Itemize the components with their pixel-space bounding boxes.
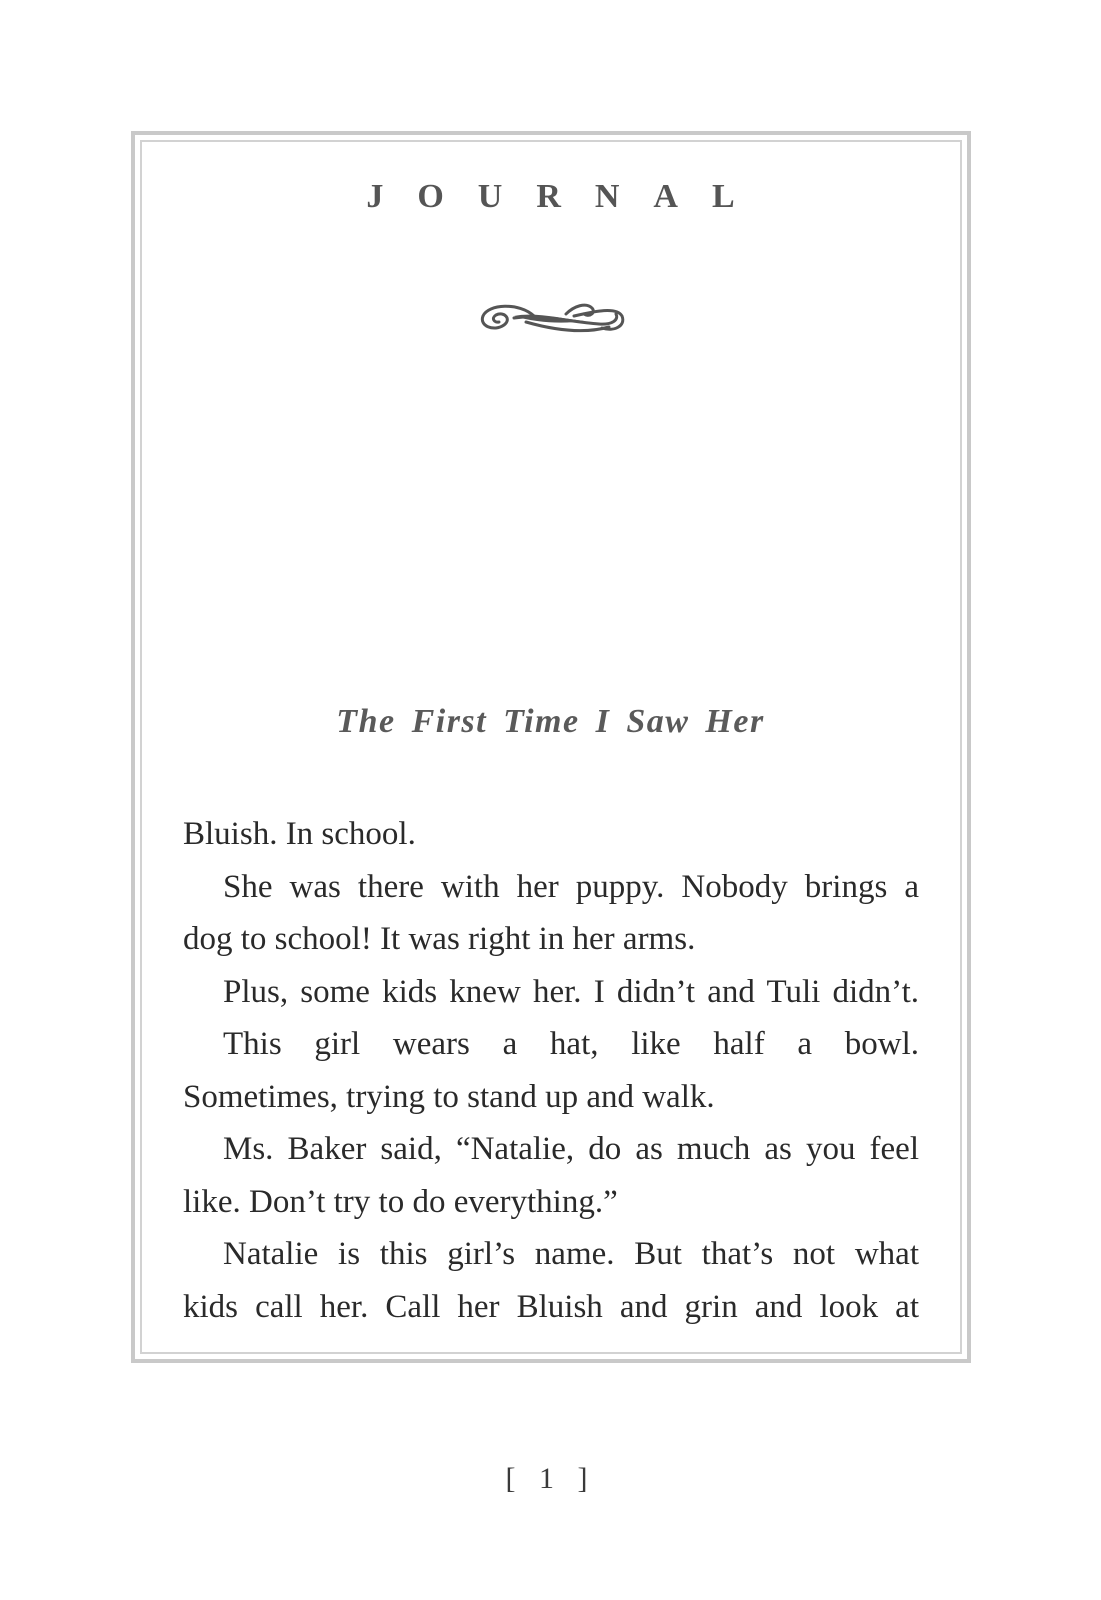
- text-line: Natalie is this girl’s name. But that’s not what: [223, 1236, 919, 1272]
- text-line: This girl wears a hat, like half a bowl.: [223, 1026, 919, 1062]
- text-line: kids call her. Call her Bluish and grin and look at: [183, 1288, 919, 1325]
- text-line: Bluish. In school.: [183, 816, 416, 852]
- body-text: [183, 808, 919, 1333]
- chapter-title: The First Time I Saw Her: [336, 703, 765, 740]
- text-line: Plus, some kids knew her. I didn’t and Tuli didn’t.: [223, 973, 919, 1010]
- journal-heading: JOURNAL: [366, 178, 769, 215]
- page-number: [ 1 ]: [505, 1462, 596, 1495]
- flourish-ornament-icon: [474, 294, 634, 340]
- text-line: dog to school! It was right in her arms.: [183, 921, 696, 957]
- text-line: Sometimes, trying to stand up and walk.: [183, 1078, 715, 1115]
- text-line: Ms. Baker said, “Natalie, do as much as you feel: [223, 1131, 919, 1167]
- text-line: like. Don’t try to do everything.”: [183, 1183, 618, 1220]
- text-line: She was there with her puppy. Nobody brings a: [223, 868, 919, 905]
